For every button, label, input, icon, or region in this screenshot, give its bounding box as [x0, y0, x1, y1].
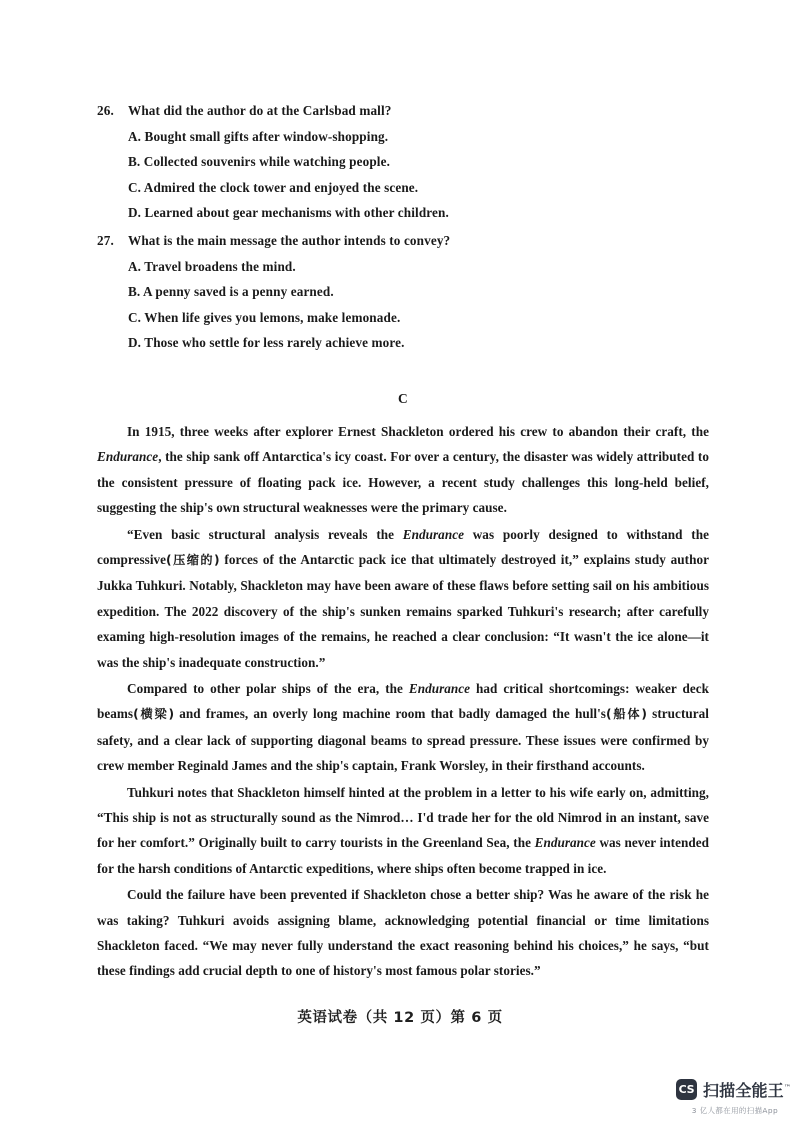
passage-text-run: had critical shortcomings: weaker deck beams [97, 681, 709, 722]
ship-name-italic: Endurance [534, 835, 596, 851]
ship-name-italic: Endurance [402, 526, 464, 542]
passage-paragraph [97, 882, 709, 984]
passage-text-run: Compared to other polar ships of the era, the [127, 681, 409, 696]
passage-text-run: forces of the Antarctic pack ice that ultimately destroyed it,” explains study author Jukka Tuhkuri. Notably, Shackleton may have been aware of these flaws before setting sail on his ambitious expedition. The 2022 discovery of the ship's sunken remains sparked Tuhkuri's research; after carefully examing high-resolution images of the remains, he reached a clear conclusion: “It wasn't the ice alone—it was the ship's inadequate construction.” [97, 551, 709, 670]
passage-body [97, 419, 709, 984]
question-option[interactable]: C. Admired the clock tower and enjoyed the scene. [128, 179, 419, 195]
question-stem: What is the main message the author intends to convey? [128, 232, 451, 248]
watermark-title-text: 扫描全能王 [703, 1081, 784, 1100]
question-option[interactable]: D. Learned about gear mechanisms with other children. [128, 205, 449, 221]
passage-section-label: C [398, 390, 408, 406]
passage-paragraph [97, 522, 709, 675]
camscanner-watermark [676, 1078, 794, 1122]
passage-text-run: , the ship sank off Antarctica's icy coast. For over a century, the disaster was widely attributed to the consistent pressure of floating pack ice. However, a recent study challenges this long-held belief, suggesting the ship's own structural weaknesses were the primary cause. [97, 449, 709, 516]
watermark-title [703, 1078, 791, 1101]
passage-paragraph [97, 419, 709, 521]
question-option[interactable]: A. Bought small gifts after window-shopping. [128, 128, 389, 144]
question-stem-row [97, 228, 709, 254]
passage-text-run: was poorly designed to withstand the compressive [97, 526, 709, 567]
passage-text-run: Could the failure have been prevented if Shackleton chose a better ship? Was he aware of the risk he was taking? Tuhkuri avoids assigning blame, acknowledging potential financial or time limitations Shackleton faced. “We may never fully understand the exact reasoning behind his choices,” he says, “but these findings add crucial depth to one of history's most famous polar stories.” [97, 887, 709, 979]
camscanner-logo-icon: CS [676, 1079, 697, 1100]
passage-text-run: Tuhkuri notes that Shackleton himself hinted at the problem in a letter to his wife early on, admitting, “This ship is not as structurally sound as the Nimrod… I'd trade her for the old Nimrod in an instant, save for her comfort.” Originally built to carry tourists in the Greenland Sea, the [97, 784, 709, 851]
passage-paragraph [97, 780, 709, 882]
question-option[interactable]: B. A penny saved is a penny earned. [128, 284, 334, 300]
question-block [97, 98, 709, 226]
questions-section [97, 98, 709, 356]
trademark-icon: ™ [783, 1083, 791, 1092]
question-option[interactable]: C. When life gives you lemons, make lemonade. [128, 309, 401, 325]
section-spacer [97, 358, 709, 388]
question-option[interactable]: A. Travel broadens the mind. [128, 258, 296, 274]
passage-text-run: “Even basic structural analysis reveals the [127, 526, 403, 542]
chinese-gloss: (船体) [605, 707, 648, 722]
passage-paragraph [97, 676, 709, 779]
question-block [97, 228, 709, 356]
question-option[interactable]: B. Collected souvenirs while watching people. [128, 154, 390, 170]
ship-name-italic: Endurance [408, 681, 471, 696]
passage-text-run: In 1915, three weeks after explorer Ernest Shackleton ordered his crew to abandon their craft, the [127, 423, 709, 439]
question-stem: What did the author do at the Carlsbad mall? [128, 103, 392, 118]
chinese-gloss: (横梁) [133, 707, 175, 722]
watermark-row [676, 1078, 794, 1101]
page-footer: 英语试卷（共 12 页）第 6 页 [297, 1010, 503, 1026]
page-content [97, 98, 709, 985]
watermark-subtitle: 3 亿人都在用的扫描App [691, 1106, 779, 1115]
question-number: 26. [97, 103, 114, 118]
chinese-gloss: (压缩的) [166, 552, 220, 567]
question-stem-row [97, 98, 709, 124]
question-number: 27. [97, 232, 114, 248]
question-option[interactable]: D. Those who settle for less rarely achieve more. [128, 335, 405, 351]
passage-text-run: structural safety, and a clear lack of supporting diagonal beams to spread pressure. These issues were confirmed by crew member Reginald James and the ship's captain, Frank Worsley, in their firsthand accounts. [97, 706, 709, 774]
ship-name-italic: Endurance [97, 449, 159, 465]
passage-text-run: was never intended for the harsh conditions of Antarctic expeditions, where ships often become trapped in ice. [97, 835, 709, 876]
passage-text-run: and frames, an overly long machine room that badly damaged the hull's [174, 706, 606, 722]
